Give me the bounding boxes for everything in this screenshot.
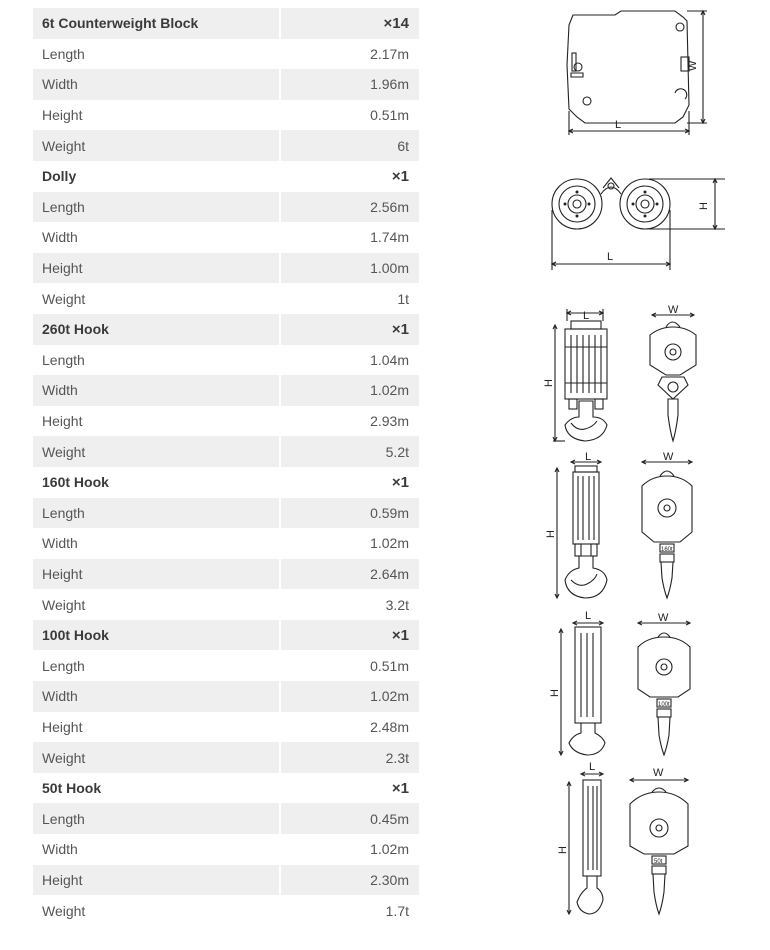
section-title: Dolly (42, 168, 77, 185)
spec-label: Width (33, 375, 279, 406)
spec-value: 1.02m (281, 375, 419, 406)
spec-value: 1.74m (370, 229, 409, 246)
spec-row (33, 130, 419, 161)
spec-value: 0.59m (281, 498, 419, 529)
spec-value: 1.02m (281, 681, 419, 712)
spec-value: 2.48m (370, 718, 409, 735)
spec-label: Length (42, 657, 85, 674)
spec-row (33, 712, 419, 743)
spec-label: Weight (42, 902, 86, 919)
spec-label: Width (42, 841, 78, 858)
spec-value: 2.30m (281, 865, 419, 896)
hook-50t-side-drawing (545, 760, 625, 920)
hook-160t-front-drawing (630, 450, 710, 605)
spec-label: Length (33, 498, 279, 529)
section-header (33, 161, 419, 192)
spec-row (33, 834, 419, 865)
spec-value: 0.45m (281, 803, 419, 834)
dim-label: W (653, 767, 664, 779)
hook-160t-side-drawing (545, 450, 625, 605)
spec-row (33, 192, 419, 223)
spec-row (33, 895, 419, 926)
spec-value: 2.64m (281, 559, 419, 590)
spec-row (33, 865, 419, 896)
spec-value: 2.93m (370, 413, 409, 430)
spec-row (33, 283, 419, 314)
dim-label: H (557, 846, 569, 854)
spec-label: Length (42, 45, 85, 62)
hook-plate-label: 160t (661, 547, 673, 553)
section-quantity: ×1 (391, 473, 409, 491)
dim-label: L (615, 119, 622, 131)
dim-label: H (545, 530, 557, 538)
spec-label: Weight (42, 290, 86, 307)
spec-label: Weight (33, 130, 279, 161)
spec-row (33, 803, 419, 834)
spec-value: 0.51m (370, 657, 409, 674)
section-title: 100t Hook (33, 620, 279, 651)
spec-value: 2.17m (370, 45, 409, 62)
spec-label: Height (33, 253, 279, 284)
spec-label: Width (42, 229, 78, 246)
spec-value: 1.00m (281, 253, 419, 284)
spec-label: Width (33, 681, 279, 712)
dim-label: H (549, 689, 561, 697)
section-title: 160t Hook (42, 474, 109, 491)
spec-label: Weight (42, 596, 86, 613)
spec-row (33, 69, 419, 100)
spec-table (33, 8, 419, 926)
dim-label: L (589, 761, 596, 773)
spec-row (33, 436, 419, 467)
hook-plate-label: 100t (658, 702, 670, 708)
section-quantity: ×1 (281, 314, 419, 345)
section-title: 50t Hook (42, 780, 102, 797)
spec-row (33, 253, 419, 284)
counterweight-block-drawing (555, 5, 725, 140)
spec-row (33, 375, 419, 406)
spec-value: 1.7t (385, 902, 409, 919)
spec-row (33, 406, 419, 437)
section-quantity: ×1 (391, 167, 409, 185)
spec-value: 1.96m (281, 69, 419, 100)
section-title: 260t Hook (33, 314, 279, 345)
section-header (33, 620, 419, 651)
section-quantity: ×14 (281, 8, 419, 39)
spec-value: 5.2t (281, 436, 419, 467)
spec-row (33, 100, 419, 131)
spec-value: 2.3t (281, 742, 419, 773)
hook-260t-front-drawing (640, 305, 710, 450)
spec-row (33, 222, 419, 253)
dim-label: L (585, 451, 592, 463)
spec-row (33, 498, 419, 529)
dim-label: L (607, 251, 614, 263)
hook-50t-front-drawing (622, 760, 702, 920)
section-quantity: ×1 (391, 779, 409, 797)
hook-100t-front-drawing (630, 605, 710, 760)
section-quantity: ×1 (281, 620, 419, 651)
section-header (33, 467, 419, 498)
spec-value: 1.02m (370, 841, 409, 858)
spec-row (33, 345, 419, 376)
spec-label: Height (33, 865, 279, 896)
hook-100t-side-drawing (545, 605, 625, 760)
spec-value: 2.56m (281, 192, 419, 223)
dim-label: W (668, 304, 679, 316)
spec-row (33, 559, 419, 590)
spec-row (33, 681, 419, 712)
spec-row (33, 650, 419, 681)
spec-label: Length (33, 803, 279, 834)
spec-label: Length (33, 192, 279, 223)
spec-row (33, 589, 419, 620)
dim-label: H (698, 202, 710, 210)
section-header (33, 8, 419, 39)
spec-label: Width (33, 69, 279, 100)
spec-label: Height (33, 559, 279, 590)
dolly-drawing (545, 170, 735, 280)
spec-label: Height (42, 107, 83, 124)
spec-value: 1t (397, 290, 409, 307)
dim-label: W (663, 451, 674, 463)
spec-value: 6t (281, 130, 419, 161)
section-header (33, 314, 419, 345)
spec-row (33, 742, 419, 773)
hook-plate-label: 50t (654, 859, 663, 865)
spec-label: Height (42, 413, 83, 430)
spec-value: 0.51m (370, 107, 409, 124)
dim-label: W (687, 60, 699, 71)
dim-label: L (583, 310, 590, 322)
spec-label: Weight (33, 436, 279, 467)
spec-label: Height (42, 718, 83, 735)
spec-value: 3.2t (385, 596, 409, 613)
spec-row (33, 528, 419, 559)
section-header (33, 773, 419, 804)
spec-value: 1.04m (370, 351, 409, 368)
section-title: 6t Counterweight Block (33, 8, 279, 39)
hook-260t-side-drawing (545, 305, 625, 450)
spec-value: 1.02m (370, 535, 409, 552)
dim-label: L (585, 610, 592, 622)
spec-label: Weight (33, 742, 279, 773)
dim-label: H (543, 379, 555, 387)
spec-label: Length (42, 351, 85, 368)
spec-label: Width (42, 535, 78, 552)
spec-row (33, 39, 419, 70)
dim-label: W (658, 612, 669, 624)
